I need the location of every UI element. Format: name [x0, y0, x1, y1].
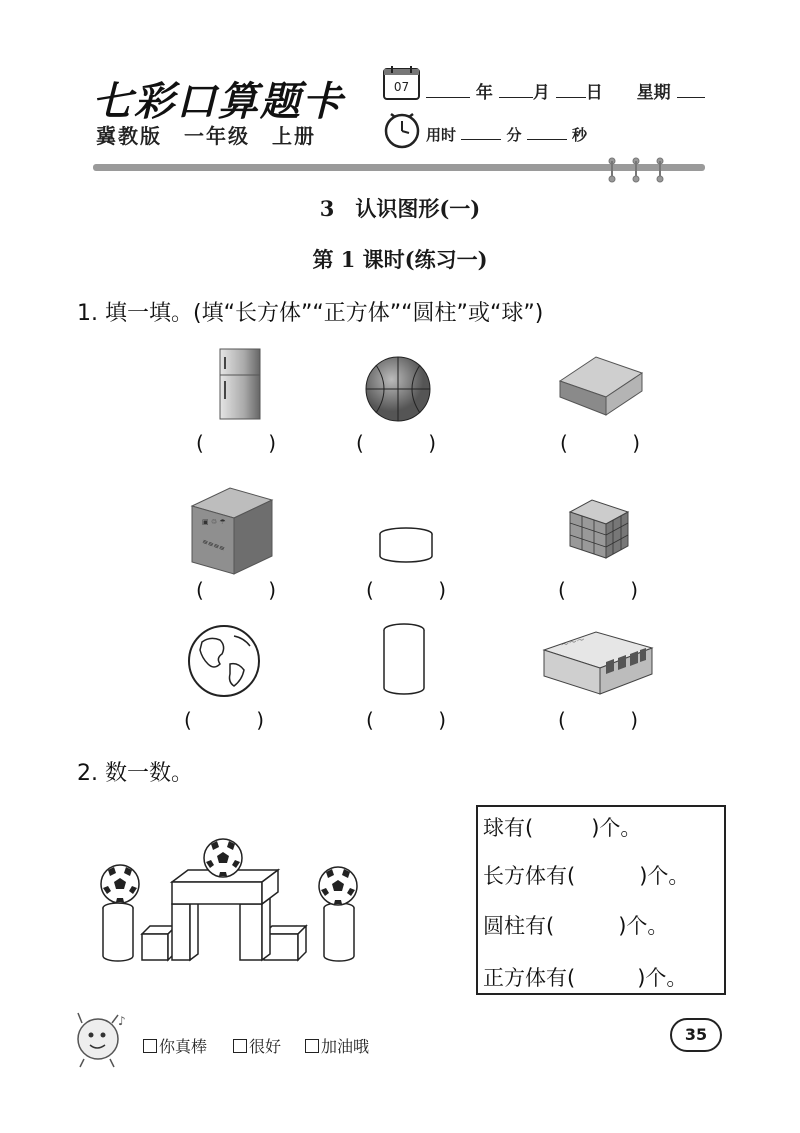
answer-slot-8[interactable]: ( ): [366, 708, 446, 732]
checkbox-icon: [233, 1039, 247, 1053]
clock-icon: [383, 111, 421, 149]
count-ball[interactable]: 球有( )个。: [483, 816, 642, 840]
unit-title: 3 认识图形(一): [319, 196, 481, 221]
svg-text:≡≡≡≡: ≡≡≡≡: [201, 537, 226, 554]
rating-keep-going[interactable]: 加油哦: [305, 1034, 369, 1057]
date-fill-line: 年 月 日 星期: [426, 78, 705, 103]
checkbox-icon: [305, 1039, 319, 1053]
svg-text:〜〜〜: 〜〜〜: [560, 635, 586, 650]
answer-slot-3[interactable]: ( ): [560, 431, 640, 455]
cardboard-cube-box-icon: [190, 484, 274, 576]
flat-box-icon: [556, 353, 644, 419]
mascot-icon: [72, 1005, 134, 1069]
checkbox-icon: [143, 1039, 157, 1053]
lesson-title: 第 1 课时(练习一): [312, 247, 488, 272]
svg-text:▣ ♲ ☂: ▣ ♲ ☂: [202, 518, 226, 526]
answer-slot-9[interactable]: ( ): [558, 708, 638, 732]
shapes-structure-illustration: [96, 836, 366, 966]
rubiks-cube-icon: [566, 498, 632, 560]
answer-slot-1[interactable]: ( ): [196, 431, 276, 455]
page-number: 35: [670, 1018, 722, 1052]
short-cylinder-icon: [378, 526, 434, 566]
time-fill-line: 用时 分 秒: [426, 126, 587, 144]
tall-cylinder-icon: [380, 622, 428, 698]
globe-icon: [186, 624, 262, 698]
svg-text:♪: ♪: [118, 1014, 126, 1028]
basketball-icon: [364, 355, 432, 423]
decor-pins-icon: [600, 156, 672, 184]
refrigerator-icon: [218, 347, 262, 422]
answer-slot-7[interactable]: ( ): [184, 708, 264, 732]
brand-title: 七彩口算题卡: [92, 79, 344, 125]
rating-good[interactable]: 很好: [233, 1034, 281, 1057]
answer-slot-2[interactable]: ( ): [356, 431, 436, 455]
rating-great[interactable]: 你真棒: [143, 1034, 207, 1057]
edition-label: 冀教版 一年级 上册: [96, 124, 316, 148]
package-box-icon: [540, 628, 656, 698]
count-cylinder[interactable]: 圆柱有( )个。: [483, 914, 669, 938]
calendar-day: 07: [393, 80, 410, 94]
question-2-title: 2. 数一数。: [77, 761, 193, 786]
answer-slot-4[interactable]: ( ): [196, 578, 276, 602]
answer-slot-5[interactable]: ( ): [366, 578, 446, 602]
calendar-icon: [382, 64, 422, 102]
count-cube[interactable]: 正方体有( )个。: [483, 966, 688, 990]
answer-slot-6[interactable]: ( ): [558, 578, 638, 602]
question-1-title: 1. 填一填。(填“长方体”“正方体”“圆柱”或“球”): [77, 301, 544, 326]
count-cuboid[interactable]: 长方体有( )个。: [483, 864, 690, 888]
